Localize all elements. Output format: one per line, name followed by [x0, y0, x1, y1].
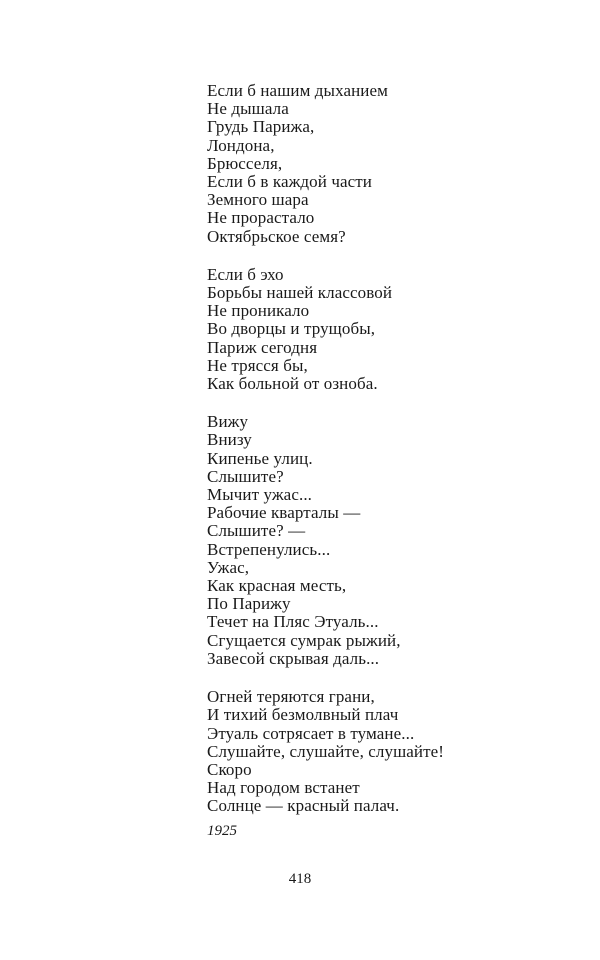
poem-line: Не трясся бы, [207, 355, 308, 375]
poem-line: Скоро [207, 759, 252, 779]
poem-line: Рабочие кварталы — [207, 503, 361, 523]
stanza-3 [207, 413, 567, 668]
poem-line: Если б в каждой части [207, 172, 372, 192]
poem-line: Во дворцы и трущобы, [207, 319, 376, 339]
poem-line: Солнце — красный палач. [207, 796, 400, 816]
poem-line: По Парижу [207, 594, 291, 614]
poem-year: 1925 [207, 822, 237, 839]
poem-line: И тихий безмолвный плач [207, 705, 399, 725]
poem [207, 82, 567, 840]
poem-line: Октябрьское семя? [207, 226, 346, 246]
poem-line: Встрепенулись... [207, 539, 331, 559]
poem-line: Если б нашим дыханием [207, 81, 388, 100]
poem-line: Кипенье улиц. [207, 448, 313, 468]
poem-line: Течет на Пляс Этуаль... [207, 612, 379, 632]
poem-line: Не прорастало [207, 208, 315, 228]
poem-line: Над городом встанет [207, 778, 360, 798]
poem-line: Борьбы нашей классовой [207, 283, 393, 303]
poem-line: Сгущается сумрак рыжий, [207, 630, 401, 650]
poem-line: Брюсселя, [207, 153, 283, 173]
stanza-1 [207, 82, 567, 246]
poem-line: Ужас, [207, 557, 250, 577]
poem-line: Лондона, [207, 135, 275, 155]
poem-line: Париж сегодня [207, 337, 318, 357]
poem-line: Этуаль сотрясает в тумане... [207, 723, 415, 743]
stanza-4 [207, 688, 567, 815]
poem-line: Слышите? — [207, 521, 306, 541]
poem-line: Как красная месть, [207, 576, 347, 596]
poem-line: Огней теряются грани, [207, 687, 375, 707]
poem-line: Внизу [207, 430, 252, 450]
poem-line: Слышите? [207, 466, 284, 486]
poem-line: Не проникало [207, 301, 310, 321]
poem-line: Вижу [207, 412, 249, 432]
poem-line: Не дышала [207, 99, 289, 119]
poem-line: Завесой скрывая даль... [207, 648, 380, 668]
poem-line: Как больной от озноба. [207, 374, 378, 394]
page-number: 418 [288, 871, 312, 887]
poem-line: Если б эхо [207, 264, 284, 284]
poem-line: Земного шара [207, 190, 309, 210]
poem-line: Грудь Парижа, [207, 117, 315, 137]
stanza-2 [207, 266, 567, 393]
poem-line: Мычит ужас... [207, 485, 313, 505]
poem-line: Слушайте, слушайте, слушайте! [207, 741, 445, 761]
